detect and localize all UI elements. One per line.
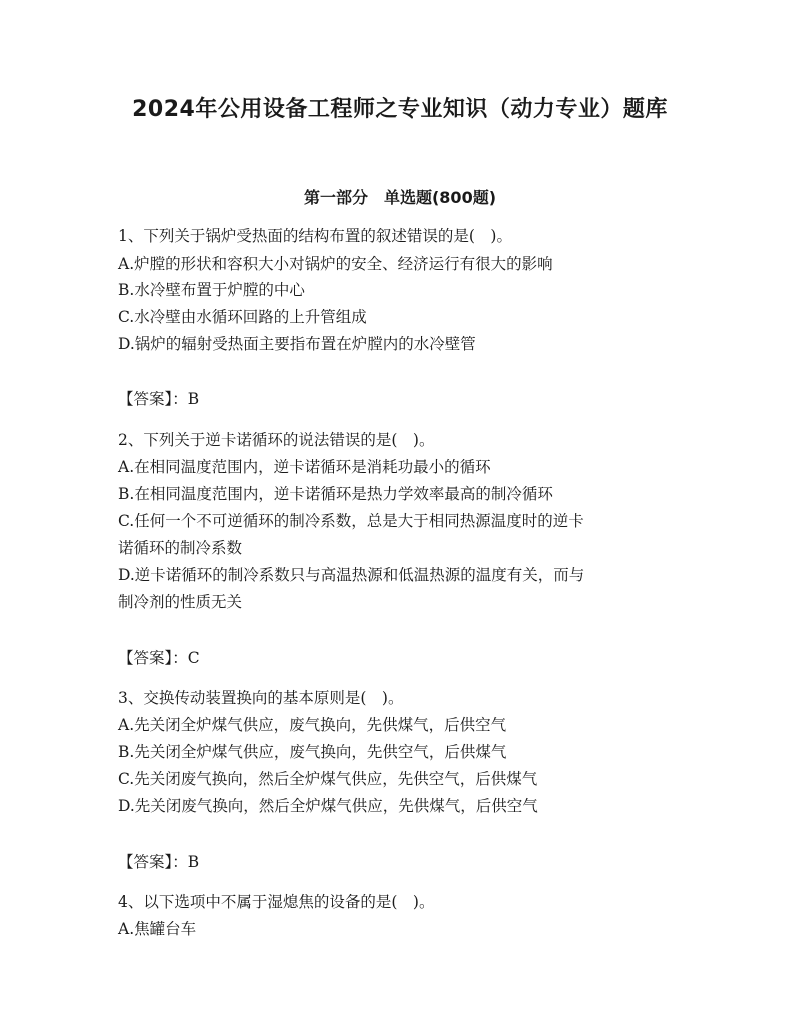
question-2-option-b: B.在相同温度范围内，逆卡诺循环是热力学效率最高的制冷循环 <box>118 485 553 503</box>
question-2-answer: 【答案】：C <box>118 649 200 667</box>
question-2-stem: 2、下列关于逆卡诺循环的说法错误的是( )。 <box>118 431 435 449</box>
question-3-stem: 3、交换传动装置换向的基本原则是( )。 <box>118 689 404 707</box>
question-3-option-d: D.先关闭废气换向，然后全炉煤气供应，先供煤气，后供空气 <box>118 797 538 815</box>
question-1-stem: 1、下列关于锅炉受热面的结构布置的叙述错误的是( )。 <box>118 227 512 245</box>
question-1-answer: 【答案】：B <box>118 390 200 408</box>
question-3-answer: 【答案】：B <box>118 853 200 871</box>
question-3-option-a: A.先关闭全炉煤气供应，废气换向，先供煤气，后供空气 <box>118 716 507 734</box>
question-2-option-c-cont: 诺循环的制冷系数 <box>118 539 243 557</box>
question-3-option-c: C.先关闭废气换向，然后全炉煤气供应，先供空气，后供煤气 <box>118 770 538 788</box>
question-2-option-c: C.任何一个不可逆循环的制冷系数，总是大于相同热源温度时的逆卡 <box>118 512 584 530</box>
question-1-option-b: B.水冷壁布置于炉膛的中心 <box>118 281 305 299</box>
document-title: 2024年公用设备工程师之专业知识（动力专业）题库 <box>132 97 668 122</box>
question-2-option-a: A.在相同温度范围内，逆卡诺循环是消耗功最小的循环 <box>118 458 491 476</box>
section-heading: 第一部分 单选题(800题) <box>303 188 497 207</box>
question-4-option-a: A.焦罐台车 <box>118 920 197 938</box>
question-2-option-d-cont: 制冷剂的性质无关 <box>118 593 243 611</box>
question-4-stem: 4、以下选项中不属于湿熄焦的设备的是( )。 <box>118 893 435 911</box>
question-1-option-d: D.锅炉的辐射受热面主要指布置在炉膛内的水冷壁管 <box>118 335 476 353</box>
question-1-option-c: C.水冷壁由水循环回路的上升管组成 <box>118 308 367 326</box>
question-1-option-a: A.炉膛的形状和容积大小对锅炉的安全、经济运行有很大的影响 <box>118 255 553 273</box>
question-3-option-b: B.先关闭全炉煤气供应，废气换向，先供空气，后供煤气 <box>118 743 507 761</box>
question-2-option-d: D.逆卡诺循环的制冷系数只与高温热源和低温热源的温度有关，而与 <box>118 566 585 584</box>
